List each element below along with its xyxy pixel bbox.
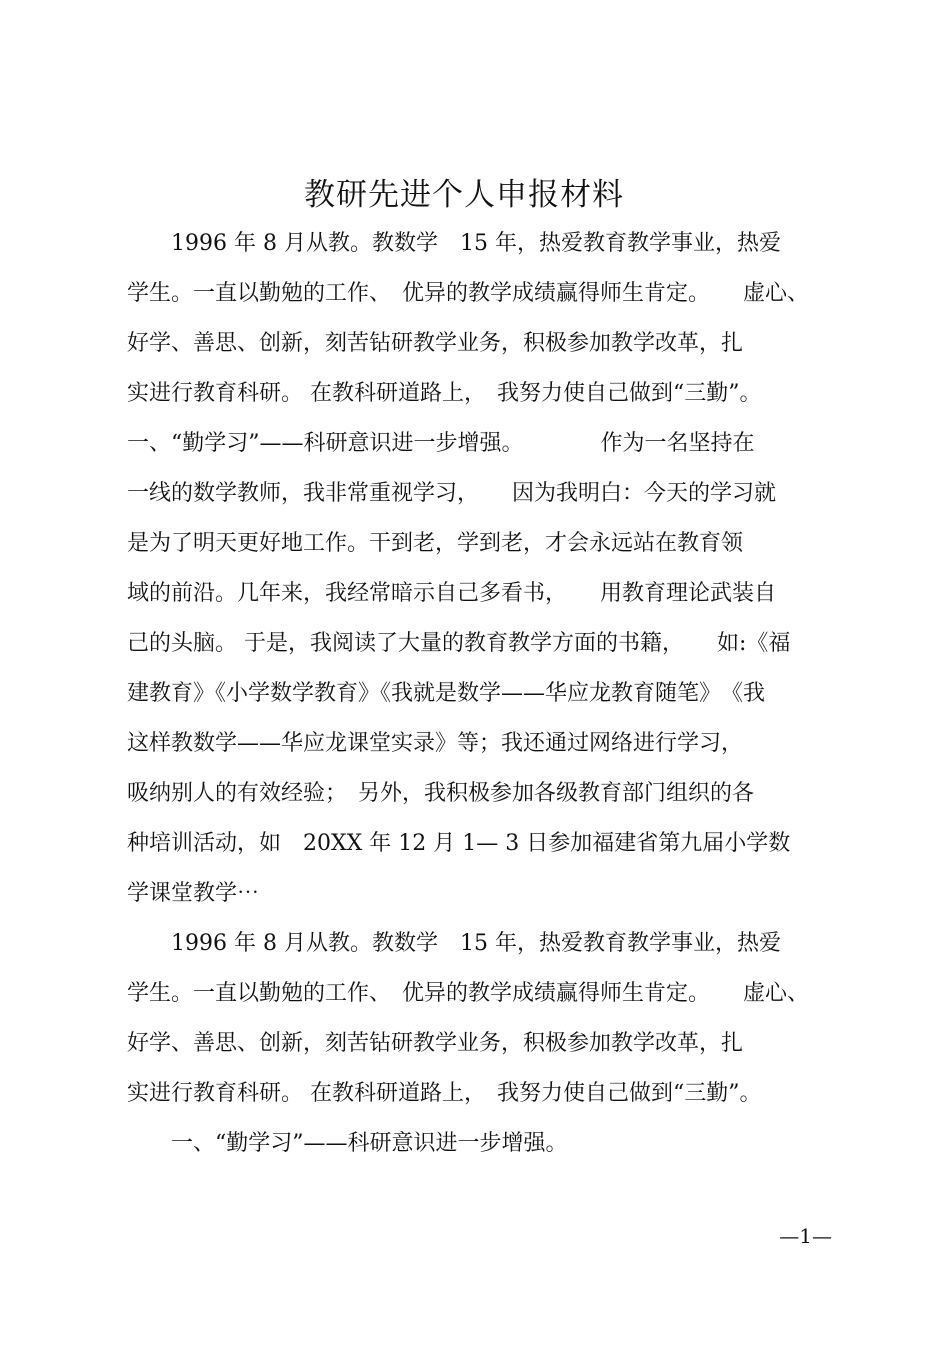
body-text-line: 1996 年 8 月从教。教数学 15 年，热爱教育教学事业，热爱 <box>127 231 781 256</box>
body-text-line: 种培训活动，如 20XX 年 12 月 1— 3 日参加福建省第九届小学数 <box>127 831 791 856</box>
page-number: —1— <box>779 1224 832 1248</box>
body-text-line: 好学、善思、创新，刻苦钻研教学业务，积极参加教学改革，扎 <box>127 1031 744 1056</box>
body-text-line: 建教育》《小学数学教育》《我就是数学——华应龙教育随笔》 《我 <box>127 681 766 706</box>
body-text-line: 这样教数学——华应龙课堂实录》等；我还通过网络进行学习， <box>127 731 744 756</box>
body-text-line: 吸纳别人的有效经验； 另外，我积极参加各级教育部门组织的各 <box>127 781 755 806</box>
body-text-line: 一、“勤学习”——科研意识进一步增强。 作为一名坚持在 <box>127 431 755 456</box>
body-text-line: 己的头脑。 于是，我阅读了大量的教育教学方面的书籍， 如:《福 <box>127 631 791 656</box>
body-text-line: 一线的数学教师，我非常重视学习， 因为我明白：今天的学习就 <box>127 481 777 506</box>
body-text-line: 是为了明天更好地工作。干到老，学到老，才会永远站在教育领 <box>127 531 744 556</box>
body-text-line: 1996 年 8 月从教。教数学 15 年，热爱教育教学事业，热爱 <box>127 931 781 956</box>
body-text-line: 实进行教育科研。 在教科研道路上， 我努力使自己做到“三勤”。 <box>127 381 762 406</box>
body-text-line: 好学、善思、创新，刻苦钻研教学业务，积极参加教学改革，扎 <box>127 331 744 356</box>
body-text-line: 实进行教育科研。 在教科研道路上， 我努力使自己做到“三勤”。 <box>127 1081 762 1106</box>
body-text-line: 学生。一直以勤勉的工作、 优异的教学成绩赢得师生肯定。 虚心、 <box>127 281 810 306</box>
body-text-line: 域的前沿。几年来，我经常暗示自己多看书， 用教育理论武装自 <box>127 581 777 606</box>
body-text-line: 学生。一直以勤勉的工作、 优异的教学成绩赢得师生肯定。 虚心、 <box>127 981 810 1006</box>
document-title: 教研先进个人申报材料 <box>304 177 624 213</box>
section-heading-line: 一、“勤学习”——科研意识进一步增强。 <box>127 1131 568 1156</box>
body-text-line: 学课堂教学⋯ <box>127 881 260 906</box>
